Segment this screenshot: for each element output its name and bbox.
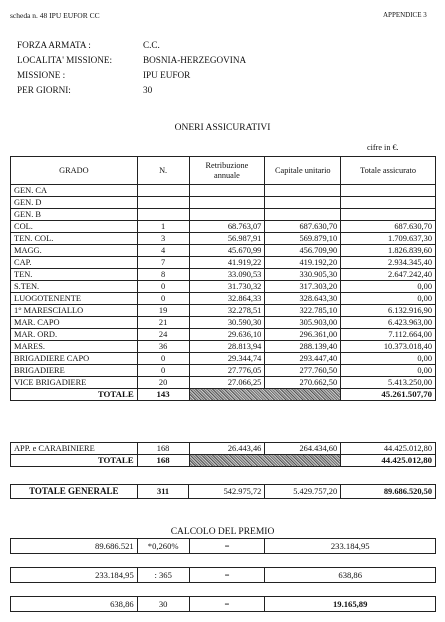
grado-cell: GEN. B — [11, 209, 138, 221]
totale-cell: 6.132.916,90 — [341, 305, 436, 317]
n-cell: 21 — [137, 317, 189, 329]
grado-cell: GEN. D — [11, 197, 138, 209]
table-row — [11, 365, 436, 377]
grado-cell: LUOGOTENENTE — [11, 293, 138, 305]
capitale-cell — [265, 185, 341, 197]
table-row — [11, 197, 436, 209]
grado-cell: GEN. CA — [11, 185, 138, 197]
retribuzione-cell: 30.590,30 — [189, 317, 265, 329]
n-cell: 36 — [137, 341, 189, 353]
premio-operator: 30 — [137, 597, 189, 612]
appendix-label: APPENDICE 3 — [383, 11, 427, 19]
premio-final-result: 19.165,89 — [265, 597, 436, 612]
retribuzione-cell: 45.670,99 — [189, 245, 265, 257]
n-cell: 3 — [137, 233, 189, 245]
grado-cell: S.TEN. — [11, 281, 138, 293]
capitale-cell: 264.434,60 — [265, 443, 341, 455]
shaded-cell — [189, 455, 341, 467]
n-cell: 20 — [137, 377, 189, 389]
capitale-cell — [265, 197, 341, 209]
col-header-grado: GRADO — [11, 157, 138, 185]
premio-equals: = — [189, 568, 265, 583]
table-row — [11, 269, 436, 281]
grado-cell: BRIGADIERE CAPO — [11, 353, 138, 365]
table-header — [11, 157, 436, 185]
totale-generale-tot: 89.686.520,50 — [341, 485, 436, 499]
n-cell — [137, 185, 189, 197]
n-cell: 7 — [137, 257, 189, 269]
grado-cell: MAR. CAPO — [11, 317, 138, 329]
grado-cell: 1° MARESCIALLO — [11, 305, 138, 317]
capitale-cell: 322.785,10 — [265, 305, 341, 317]
retribuzione-cell — [189, 209, 265, 221]
appuntati-table — [10, 442, 436, 467]
table-row — [11, 443, 436, 455]
capitale-cell: 296.361,00 — [265, 329, 341, 341]
table-row — [11, 185, 436, 197]
premio-row-3 — [10, 596, 436, 612]
n-cell — [137, 209, 189, 221]
premio-title: CALCOLO DEL PREMIO — [170, 527, 275, 537]
totale-cell: 2.934.345,40 — [341, 257, 436, 269]
grado-cell: MAGG. — [11, 245, 138, 257]
totale-cell: 1.826.839,60 — [341, 245, 436, 257]
table-row — [11, 221, 436, 233]
grado-cell: MARES. — [11, 341, 138, 353]
totale-cell: 0,00 — [341, 281, 436, 293]
section-title: ONERI ASSICURATIVI — [174, 123, 271, 133]
col-header-n: N. — [137, 157, 189, 185]
totale-generale-row — [11, 485, 436, 499]
table-row — [11, 317, 436, 329]
retribuzione-cell: 32.278,51 — [189, 305, 265, 317]
info-value: C.C. — [143, 40, 160, 50]
retribuzione-cell — [189, 197, 265, 209]
n-cell: 0 — [137, 281, 189, 293]
grado-cell: APP. e CARABINIERE — [11, 443, 138, 455]
info-label: LOCALITA' MISSIONE: — [17, 55, 113, 65]
table-row — [11, 353, 436, 365]
grado-cell: COL. — [11, 221, 138, 233]
totale-cell — [341, 197, 436, 209]
capitale-cell: 270.662,50 — [265, 377, 341, 389]
info-value: 30 — [143, 85, 153, 95]
info-value: IPU EUFOR — [143, 70, 191, 80]
grado-cell: TEN. COL. — [11, 233, 138, 245]
capitale-cell: 687.630,70 — [265, 221, 341, 233]
retribuzione-cell: 29.636,10 — [189, 329, 265, 341]
n-cell: 0 — [137, 293, 189, 305]
n-cell: 0 — [137, 365, 189, 377]
table-row — [11, 233, 436, 245]
info-label: MISSIONE : — [17, 70, 66, 80]
table-row — [11, 305, 436, 317]
totale-cell: 687.630,70 — [341, 221, 436, 233]
premio-value: 638,86 — [11, 597, 138, 612]
premio-equals: = — [189, 597, 265, 612]
totale-n: 143 — [137, 389, 189, 401]
premio-row-2 — [10, 567, 436, 583]
retribuzione-cell: 29.344,74 — [189, 353, 265, 365]
premio-operator: : 365 — [137, 568, 189, 583]
totale-cell: 7.112.664,00 — [341, 329, 436, 341]
premio-operator: *0,260% — [137, 539, 189, 554]
capitale-cell: 317.303,20 — [265, 281, 341, 293]
insurance-table — [10, 156, 436, 401]
premio-result: 638,86 — [265, 568, 436, 583]
totale-cell — [341, 185, 436, 197]
grado-cell: BRIGADIERE — [11, 365, 138, 377]
totale-amount: 45.261.507,70 — [341, 389, 436, 401]
table-row — [11, 341, 436, 353]
totale-label: TOTALE — [11, 455, 138, 467]
grado-cell: CAP. — [11, 257, 138, 269]
capitale-cell: 419.192,20 — [265, 257, 341, 269]
totale-generale-cap: 5.429.757,20 — [265, 485, 341, 499]
premio-equals: = — [189, 539, 265, 554]
premio-row-1 — [10, 538, 436, 554]
capitale-cell — [265, 209, 341, 221]
totale-cell: 10.373.018,40 — [341, 341, 436, 353]
totale-generale-retr: 542.975,72 — [189, 485, 265, 499]
info-value: BOSNIA-HERZEGOVINA — [143, 55, 247, 65]
currency-note: cifre in €. — [367, 143, 399, 152]
n-cell: 0 — [137, 353, 189, 365]
premio-result: 233.184,95 — [265, 539, 436, 554]
totale-row — [11, 455, 436, 467]
table-row — [11, 329, 436, 341]
totale-cell: 44.425.012,80 — [341, 443, 436, 455]
n-cell: 8 — [137, 269, 189, 281]
capitale-cell: 456.709,90 — [265, 245, 341, 257]
totale-cell: 5.413.250,00 — [341, 377, 436, 389]
info-label: FORZA ARMATA : — [17, 40, 91, 50]
retribuzione-cell: 26.443,46 — [189, 443, 265, 455]
retribuzione-cell: 56.987,91 — [189, 233, 265, 245]
retribuzione-cell — [189, 185, 265, 197]
capitale-cell: 288.139,40 — [265, 341, 341, 353]
totale-cell: 2.647.242,40 — [341, 269, 436, 281]
totale-label: TOTALE — [11, 389, 138, 401]
grado-cell: MAR. ORD. — [11, 329, 138, 341]
totale-generale-n: 311 — [137, 485, 189, 499]
retribuzione-cell: 27.066,25 — [189, 377, 265, 389]
col-header-retribuzione: Retribuzione annuale — [189, 157, 265, 185]
n-cell: 24 — [137, 329, 189, 341]
capitale-cell: 305.903,00 — [265, 317, 341, 329]
premio-value: 233.184,95 — [11, 568, 138, 583]
grado-cell: TEN. — [11, 269, 138, 281]
premio-value: 89.686.521 — [11, 539, 138, 554]
totale-cell — [341, 209, 436, 221]
info-label: PER GIORNI: — [17, 85, 71, 95]
retribuzione-cell: 68.763,07 — [189, 221, 265, 233]
totale-n: 168 — [137, 455, 189, 467]
totale-row — [11, 389, 436, 401]
table-row — [11, 281, 436, 293]
retribuzione-cell: 33.090,53 — [189, 269, 265, 281]
n-cell: 1 — [137, 221, 189, 233]
table-row — [11, 377, 436, 389]
retribuzione-cell: 32.864,33 — [189, 293, 265, 305]
table-row — [11, 293, 436, 305]
totale-generale-label: TOTALE GENERALE — [11, 485, 138, 499]
grado-cell: VICE BRIGADIERE — [11, 377, 138, 389]
col-header-capitale: Capitale unitario — [265, 157, 341, 185]
capitale-cell: 330.905,30 — [265, 269, 341, 281]
col-header-totale: Totale assicurato — [341, 157, 436, 185]
table-row — [11, 257, 436, 269]
totale-cell: 0,00 — [341, 365, 436, 377]
capitale-cell: 569.879,10 — [265, 233, 341, 245]
totale-generale-table — [10, 484, 436, 499]
n-cell: 4 — [137, 245, 189, 257]
totale-cell: 1.709.637,30 — [341, 233, 436, 245]
capitale-cell: 328.643,30 — [265, 293, 341, 305]
retribuzione-cell: 41.919,22 — [189, 257, 265, 269]
shaded-cell — [189, 389, 341, 401]
n-cell — [137, 197, 189, 209]
totale-cell: 6.423.963,00 — [341, 317, 436, 329]
retribuzione-cell: 27.776,05 — [189, 365, 265, 377]
totale-amount: 44.425.012,80 — [341, 455, 436, 467]
totale-cell: 0,00 — [341, 293, 436, 305]
capitale-cell: 277.760,50 — [265, 365, 341, 377]
totale-cell: 0,00 — [341, 353, 436, 365]
n-cell: 168 — [137, 443, 189, 455]
retribuzione-cell: 28.813,94 — [189, 341, 265, 353]
retribuzione-cell: 31.730,32 — [189, 281, 265, 293]
n-cell: 19 — [137, 305, 189, 317]
scheda-label: scheda n. 48 IPU EUFOR CC — [10, 11, 100, 20]
table-row — [11, 209, 436, 221]
table-row — [11, 245, 436, 257]
capitale-cell: 293.447,40 — [265, 353, 341, 365]
